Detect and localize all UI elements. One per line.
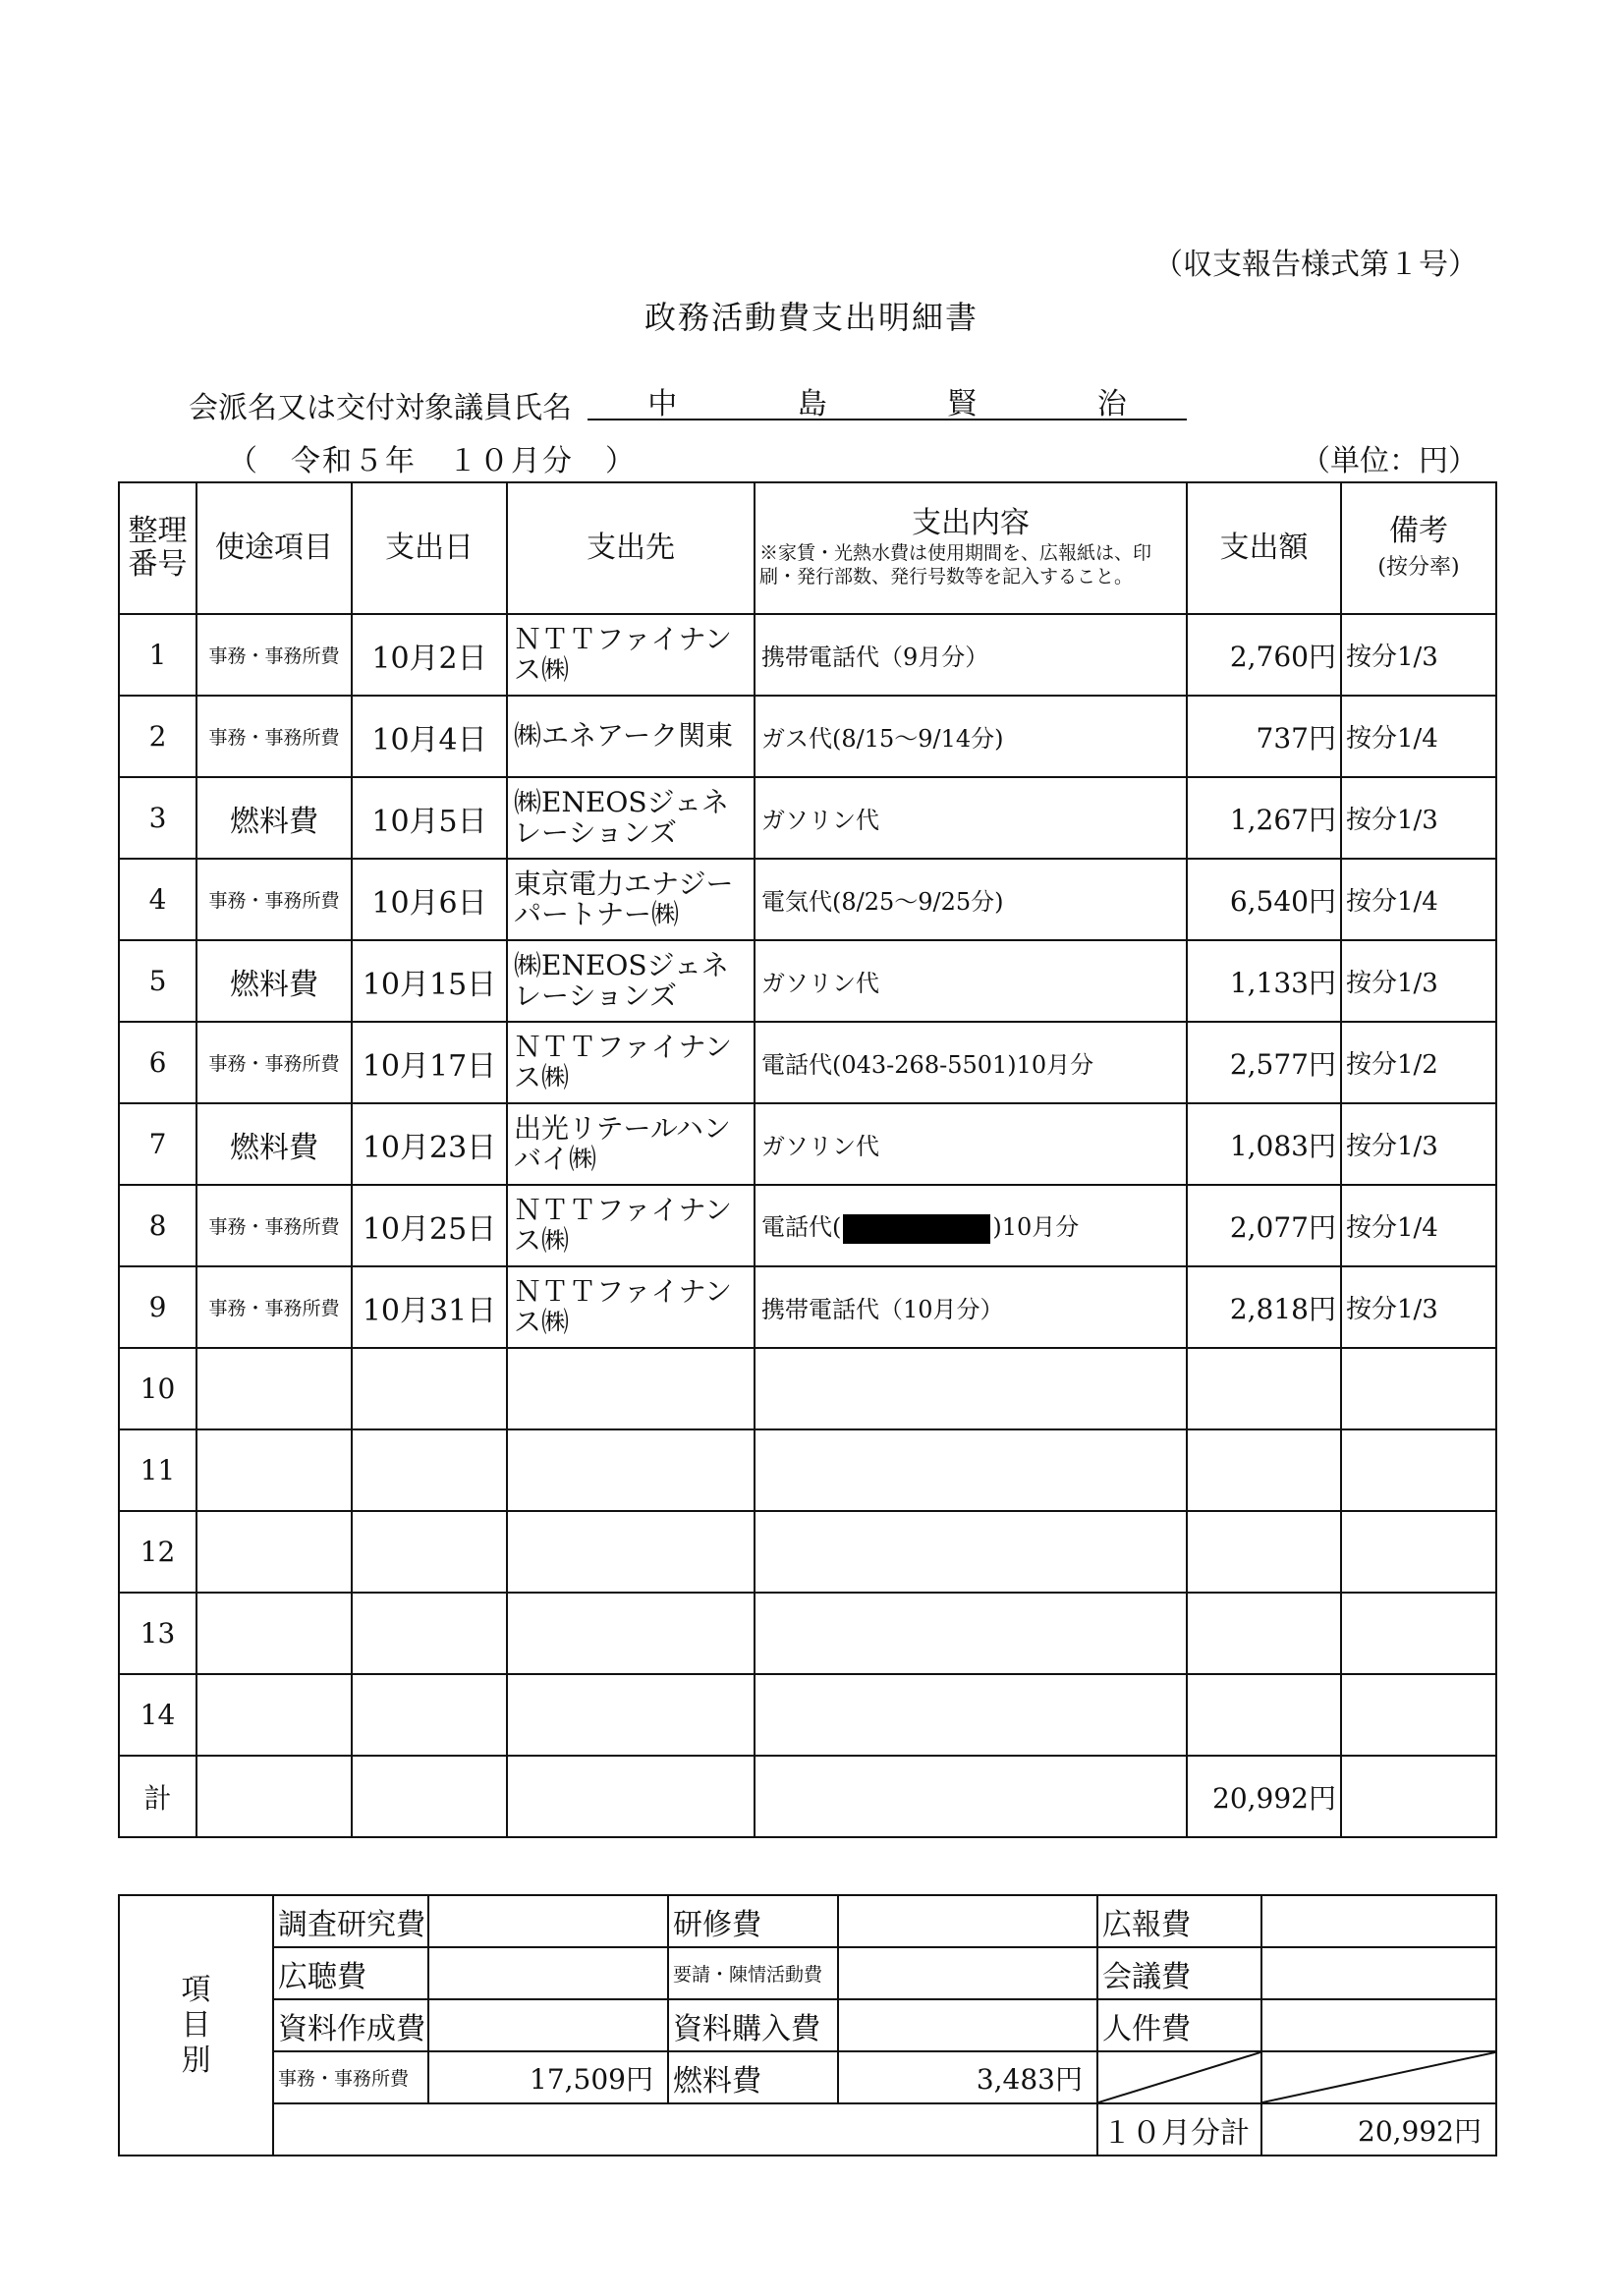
row-amount: 2,818円	[1187, 1266, 1341, 1348]
row-no: 11	[119, 1429, 196, 1511]
row-amount: 2,577円	[1187, 1022, 1341, 1103]
cat-value	[428, 1947, 668, 1999]
table-row-empty	[119, 1348, 1496, 1429]
row-note: 按分1/3	[1341, 940, 1496, 1022]
row-date: 10月25日	[352, 1185, 507, 1266]
cat-value	[838, 1947, 1097, 1999]
row-date: 10月4日	[352, 696, 507, 777]
header-payee: 支出先	[507, 482, 755, 614]
table-row-empty	[119, 1511, 1496, 1593]
member-name	[588, 379, 1187, 420]
row-payee: ㈱ENEOSジェネレーションズ	[507, 777, 755, 859]
row-no: 1	[119, 614, 196, 696]
table-row	[119, 777, 1496, 859]
row-amount: 1,083円	[1187, 1103, 1341, 1185]
month-total-value: 20,992円	[1261, 2103, 1496, 2156]
row-no: 2	[119, 696, 196, 777]
cat-label: 資料購入費	[668, 1999, 838, 2051]
row-amount: 1,267円	[1187, 777, 1341, 859]
header-amount: 支出額	[1187, 482, 1341, 614]
row-payee: ＮＴＴファイナンス㈱	[507, 1266, 755, 1348]
row-no: 6	[119, 1022, 196, 1103]
row-note: 按分1/3	[1341, 777, 1496, 859]
row-category: 事務・事務所費	[196, 1185, 352, 1266]
row-no: 3	[119, 777, 196, 859]
table-row	[119, 1185, 1496, 1266]
month-total-label: １０月分計	[1097, 2103, 1261, 2156]
cat-value	[1261, 1895, 1496, 1947]
row-date: 10月2日	[352, 614, 507, 696]
row-payee: ＮＴＴファイナンス㈱	[507, 614, 755, 696]
row-no: 12	[119, 1511, 196, 1593]
cat-value	[428, 1895, 668, 1947]
report-period: （ 令和５年 １０月分 ）	[228, 444, 637, 478]
table-row-empty	[119, 1674, 1496, 1756]
form-id: （収支報告様式第１号）	[1153, 248, 1478, 282]
row-payee: ＮＴＴファイナンス㈱	[507, 1185, 755, 1266]
row-category: 事務・事務所費	[196, 1022, 352, 1103]
row-note: 按分1/4	[1341, 1185, 1496, 1266]
cat-label: 事務・事務所費	[273, 2051, 428, 2103]
member-name-char: 賢	[947, 387, 978, 421]
cat-value	[428, 1999, 668, 2051]
row-category: 事務・事務所費	[196, 614, 352, 696]
document-title: 政務活動費支出明細書	[644, 299, 979, 336]
member-label: 会派名又は交付対象議員氏名	[189, 391, 572, 425]
row-note: 按分1/3	[1341, 614, 1496, 696]
cat-value: 17,509円	[428, 2051, 668, 2103]
member-name-char: 治	[1096, 387, 1127, 421]
header-description-note: ※家賃・光熱水費は使用期間を、広報紙は、印刷・発行部数、発行号数等を記入すること。	[759, 541, 1152, 588]
diagonal-strike-cell	[1097, 2051, 1261, 2103]
row-date: 10月31日	[352, 1266, 507, 1348]
row-category: 事務・事務所費	[196, 1266, 352, 1348]
row-no: 14	[119, 1674, 196, 1756]
member-name-char: 中	[647, 387, 678, 421]
total-row	[119, 1756, 1496, 1837]
row-no: 10	[119, 1348, 196, 1429]
row-payee: ㈱エネアーク関東	[507, 696, 755, 777]
row-note: 按分1/4	[1341, 696, 1496, 777]
row-no: 5	[119, 940, 196, 1022]
row-description	[755, 1185, 1187, 1266]
table-row	[119, 859, 1496, 940]
table-row	[119, 696, 1496, 777]
table-header-row	[119, 482, 1496, 614]
table-row	[119, 1022, 1496, 1103]
row-payee: ㈱ENEOSジェネレーションズ	[507, 940, 755, 1022]
cat-label: 要請・陳情活動費	[668, 1947, 838, 1999]
description-suffix: )10月分	[992, 1213, 1080, 1242]
expense-table	[118, 481, 1497, 1838]
row-description: ガス代(8/15～9/14分)	[755, 696, 1187, 777]
row-amount: 1,133円	[1187, 940, 1341, 1022]
table-row-empty	[119, 1593, 1496, 1674]
row-payee: ＮＴＴファイナンス㈱	[507, 1022, 755, 1103]
row-payee: 出光リテールハンバイ㈱	[507, 1103, 755, 1185]
row-amount: 737円	[1187, 696, 1341, 777]
header-no: 整理 番号	[119, 482, 196, 614]
row-amount: 2,077円	[1187, 1185, 1341, 1266]
row-no: 4	[119, 859, 196, 940]
table-row	[119, 1103, 1496, 1185]
header-date: 支出日	[352, 482, 507, 614]
table-row	[119, 1266, 1496, 1348]
header-description	[755, 482, 1187, 614]
row-date: 10月5日	[352, 777, 507, 859]
cat-label: 広聴費	[273, 1947, 428, 1999]
cat-value	[1261, 1947, 1496, 1999]
cat-value	[838, 1895, 1097, 1947]
row-payee: 東京電力エナジーパートナー㈱	[507, 859, 755, 940]
row-date: 10月15日	[352, 940, 507, 1022]
cat-label: 会議費	[1097, 1947, 1261, 1999]
row-date: 10月17日	[352, 1022, 507, 1103]
row-category: 事務・事務所費	[196, 696, 352, 777]
header-description-title: 支出内容	[912, 506, 1030, 541]
cat-label: 燃料費	[668, 2051, 838, 2103]
unit-label: （単位：円）	[1301, 444, 1478, 478]
row-description: 携帯電話代（10月分）	[755, 1266, 1187, 1348]
cat-label: 資料作成費	[273, 1999, 428, 2051]
row-description: 電気代(8/25～9/25分)	[755, 859, 1187, 940]
table-row	[119, 614, 1496, 696]
diagonal-strike-cell	[1261, 2051, 1496, 2103]
row-description: ガソリン代	[755, 777, 1187, 859]
member-name-char: 島	[797, 387, 827, 421]
row-date: 10月23日	[352, 1103, 507, 1185]
description-prefix: 電話代(	[761, 1213, 842, 1242]
row-description: 携帯電話代（9月分）	[755, 614, 1187, 696]
category-summary-table	[118, 1894, 1497, 2156]
row-description: ガソリン代	[755, 940, 1187, 1022]
row-date: 10月6日	[352, 859, 507, 940]
header-note: 備考 (按分率)	[1341, 482, 1496, 614]
row-amount: 6,540円	[1187, 859, 1341, 940]
row-no: 7	[119, 1103, 196, 1185]
row-category: 燃料費	[196, 777, 352, 859]
cat-value: 3,483円	[838, 2051, 1097, 2103]
header-category: 使途項目	[196, 482, 352, 614]
cat-label: 人件費	[1097, 1999, 1261, 2051]
row-note: 按分1/4	[1341, 859, 1496, 940]
redaction-block	[843, 1214, 990, 1244]
cat-label: 研修費	[668, 1895, 838, 1947]
row-note: 按分1/2	[1341, 1022, 1496, 1103]
row-description: ガソリン代	[755, 1103, 1187, 1185]
row-category: 燃料費	[196, 1103, 352, 1185]
table-row	[119, 940, 1496, 1022]
category-side-label: 項 目 別	[119, 1895, 273, 2156]
row-note: 按分1/3	[1341, 1266, 1496, 1348]
table-row-empty	[119, 1429, 1496, 1511]
cat-label: 広報費	[1097, 1895, 1261, 1947]
row-category: 燃料費	[196, 940, 352, 1022]
total-amount: 20,992円	[1187, 1756, 1341, 1837]
row-no: 13	[119, 1593, 196, 1674]
row-category: 事務・事務所費	[196, 859, 352, 940]
row-no: 8	[119, 1185, 196, 1266]
row-no: 9	[119, 1266, 196, 1348]
row-note: 按分1/3	[1341, 1103, 1496, 1185]
cat-value	[1261, 1999, 1496, 2051]
cat-label: 調査研究費	[273, 1895, 428, 1947]
row-amount: 2,760円	[1187, 614, 1341, 696]
cat-value	[838, 1999, 1097, 2051]
row-description: 電話代(043-268-5501)10月分	[755, 1022, 1187, 1103]
total-label: 計	[119, 1756, 196, 1837]
